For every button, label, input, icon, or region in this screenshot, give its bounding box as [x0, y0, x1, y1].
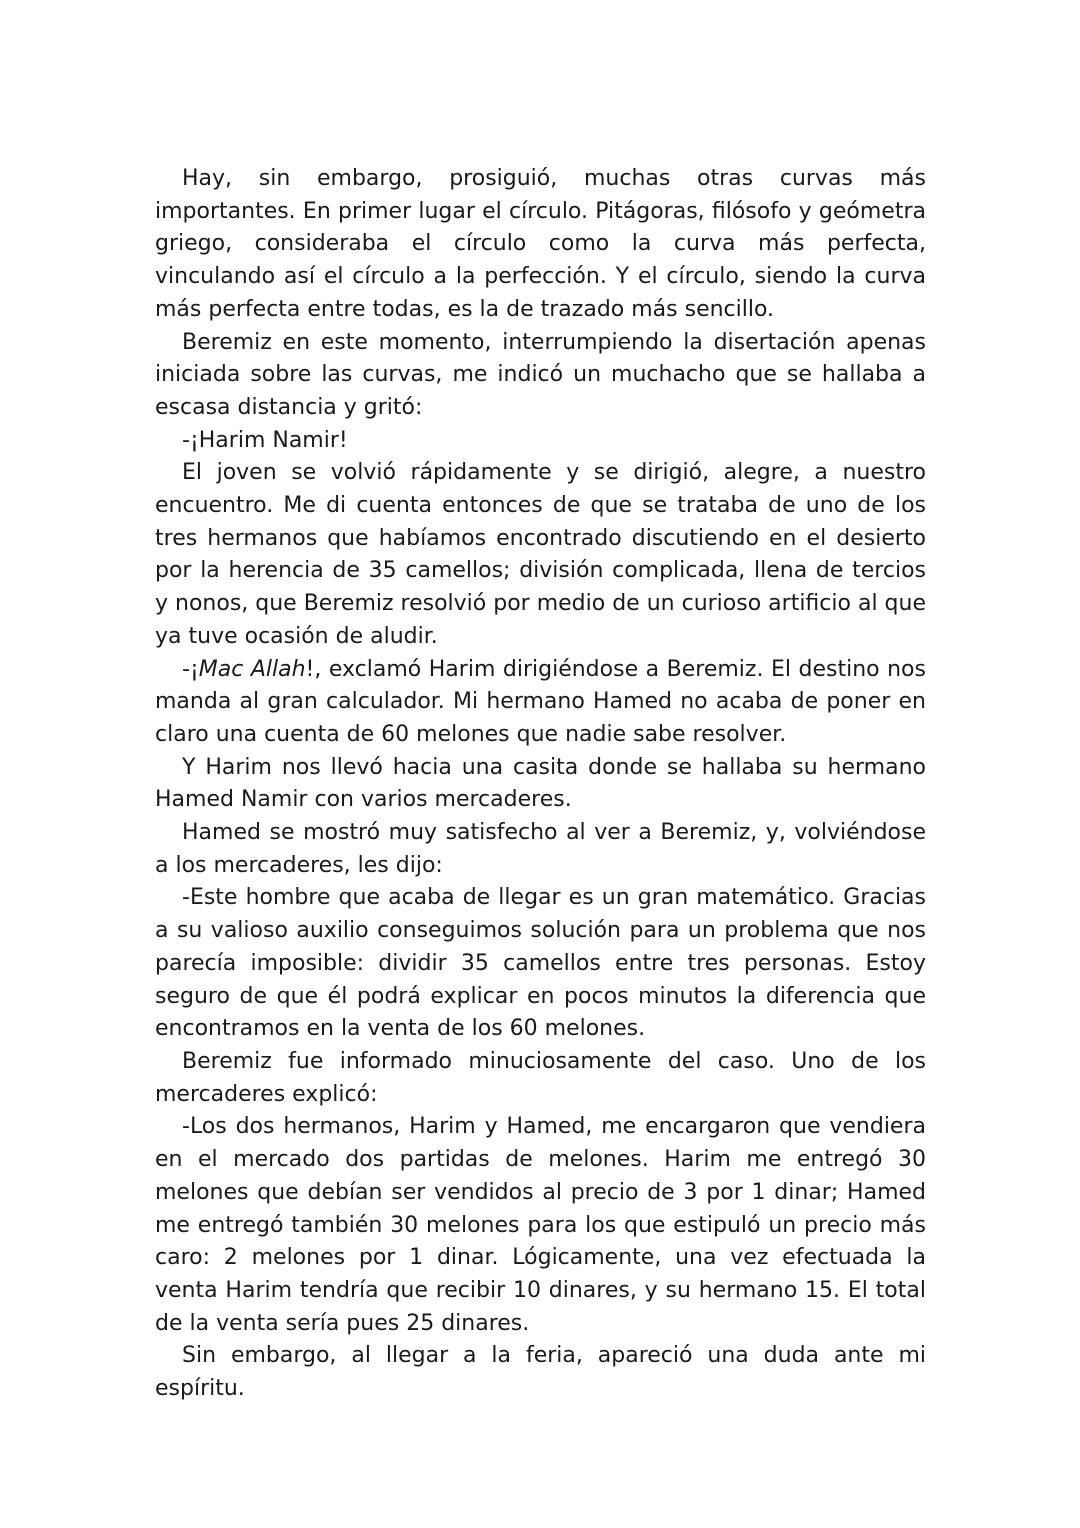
paragraph: El joven se volvió rápidamente y se dirigió, alegre, a nuestro encuentro. Me di cuenta entonces de que se trataba de uno de los tres hermanos que habíamos encontrado discutiendo en el desierto por la herencia de 35 camellos; división complicada, llena de tercios y nonos, que Beremiz resolvió por medio de un curioso artificio al que ya tuve ocasión de aludir. [155, 460, 926, 649]
paragraph-prefix: -¡ [182, 656, 199, 682]
paragraph: Beremiz en este momento, interrumpiendo la disertación apenas iniciada sobre las curvas, me indicó un muchacho que se hallaba a escasa distancia y gritó: [155, 329, 926, 420]
document-page [155, 163, 926, 1406]
italic-phrase: Mac Allah [198, 656, 306, 682]
paragraph: Hay, sin embargo, prosiguió, muchas otras curvas más importantes. En primer lugar el círculo. Pitágoras, filósofo y geómetra griego, consideraba el círculo como la curva más perfecta, vinculando así el círculo a la perfección. Y el círculo, siendo la curva más perfecta entre todas, es la de trazado más sencillo. [155, 166, 926, 322]
paragraph [155, 654, 926, 752]
paragraph: Hamed se mostró muy satisfecho al ver a Beremiz, y, volviéndose a los mercaderes, les dijo: [155, 820, 926, 878]
paragraph: Y Harim nos llevó hacia una casita donde se hallaba su hermano Hamed Namir con varios mercaderes. [155, 754, 926, 813]
paragraph: -¡Harim Namir! [182, 427, 348, 453]
paragraph: -Los dos hermanos, Harim y Hamed, me encargaron que vendiera en el mercado dos partidas de melones. Harim me entregó 30 melones que debían ser vendidos al precio de 3 por 1 dinar; Hamed me entregó también 30 melones para los que estipuló un precio más caro: 2 melones por 1 dinar. Lógicamente, una vez efectuada la venta Harim tendría que recibir 10 dinares, y su hermano 15. El total de la venta sería pues 25 dinares. [155, 1114, 926, 1336]
paragraph: -Este hombre que acaba de llegar es un gran matemático. Gracias a su valioso auxilio conseguimos solución para un problema que nos parecía imposible: dividir 35 camellos entre tres personas. Estoy seguro de que él podrá explicar en pocos minutos la diferencia que encontramos en la venta de los 60 melones. [155, 885, 926, 1042]
paragraph-suffix: !, exclamó Harim dirigiéndose a Beremiz. El destino nos manda al gran calculador. Mi hermano Hamed no acaba de poner en claro una cuenta de 60 melones que nadie sabe resolver. [155, 656, 926, 747]
paragraph: Sin embargo, al llegar a la feria, apareció una duda ante mi espíritu. [155, 1343, 926, 1402]
paragraph: Beremiz fue informado minuciosamente del caso. Uno de los mercaderes explicó: [155, 1048, 926, 1107]
